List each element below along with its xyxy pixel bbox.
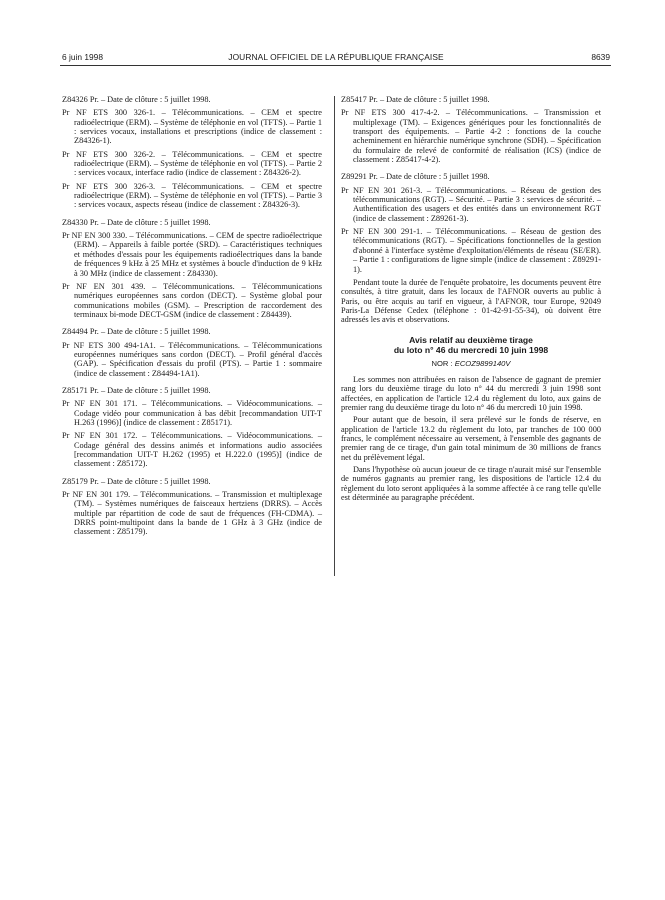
header-rule: [60, 65, 611, 66]
header-date: 6 juin 1998: [62, 52, 103, 62]
standard-entry: Pr NF ETS 300 326-3. – Télécommunications. – CEM et spectre radioélectrique (ERM). – Système de téléphonie en vol (TFTS). – Partie 3 : services vocaux, aspects réseau (indice de classement : Z84326-3).: [62, 181, 322, 210]
nor-code: ECOZ9899140V: [454, 358, 511, 368]
notice-title-line: du loto n° 46 du mercredi 10 juin 1998: [393, 344, 549, 355]
notice-title-line: Avis relatif au deuxième tirage: [409, 334, 533, 345]
standard-entry: Pr NF EN 300 291-1. – Télécommunications. – Réseau de gestion des télécommunications (RGT). – Spécifications fonctionnelles de la gestion d'abonné à l'interface système d'exploitation/éléments de réseau (SE/ER). – Partie 1 : configurations de ligne simple (indice de classement : Z89291-1).: [341, 227, 601, 274]
group-heading: Z84326 Pr. – Date de clôture : 5 juillet 1998.: [62, 95, 211, 104]
nor-reference: [341, 359, 601, 368]
notice-title: [341, 335, 601, 355]
standard-entry: Pr NF EN 301 261-3. – Télécommunications. – Réseau de gestion des télécommunications (RGT). – Sécurité. – Partie 3 : services de sécurité. – Authentification des usagers et des entités dans un environnement RGT (indice de classement : Z89261-3).: [341, 185, 601, 223]
left-column: [62, 95, 322, 541]
standard-entry: Pr NF ETS 300 326-2. – Télécommunications. – CEM et spectre radioélectrique (ERM). – Système de téléphonie en vol (TFTS). – Partie 2 : services vocaux, interface radio (indice de classement : Z84326-2).: [62, 149, 322, 178]
standard-entry: Pr NF EN 301 179. – Télécommunications. – Transmission et multiplexage (TM). – Systèmes numériques de faisceaux hertziens (DRRS). – Accès multiple par répartition de code de saut de fréquences (FH-CDMA). – DRRS point-multipoint dans la bande de 1 GHz à 3 GHz (indice de classement : Z85179).: [62, 490, 322, 537]
standard-entry: Pr NF EN 301 171. – Télécommunications. – Vidéocommunications. – Codage vidéo pour communication à bas débit [recommandation UIT-T H.263 (1996)] (indice de classement : Z85171).: [62, 399, 322, 427]
closing-paragraph: Pendant toute la durée de l'enquête probatoire, les documents peuvent être consultés, à titre gratuit, dans les locaux de l'AFNOR ouverts au public à Paris, ou être acquis au tarif en vigueur, à l'AFNOR, tour Europe, 92049 Paris-La Défense Cedex (téléphone : 01-42-91-55-34), où doivent être adressés les avis et observations.: [341, 277, 601, 325]
group-heading: Z85417 Pr. – Date de clôture : 5 juillet 1998.: [341, 95, 490, 104]
standard-entry: Pr NF ETS 300 326-1. – Télécommunications. – CEM et spectre radioélectrique (ERM). – Système de téléphonie en vol (TFTS). – Partie 1 : services vocaux, installations et prescriptions (indice de classement : Z84326-1).: [62, 108, 322, 146]
group-heading: Z85171 Pr. – Date de clôture : 5 juillet 1998.: [62, 385, 211, 395]
standard-entry: Pr NF ETS 300 494-1A1. – Télécommunications. – Télécommunications européennes numériques sans cordon (DECT). – Profil général d'accès (GAP). – Spécification d'essais du profil (PTS). – Partie 1 : sommaire (indice de classement : Z84494-1A1).: [62, 340, 322, 378]
standard-entry: Pr NF EN 300 330. – Télécommunications. – CEM de spectre radioélectrique (ERM). – Appareils à faible portée (SRD). – Caractéristiques techniques et méthodes d'essais pour les équipements radioélectriques dans la bande de fréquences 9 kHz à 25 MHz et systèmes à boucle d'induction de 9 kHz à 30 MHz (indice de classement : Z84330).: [62, 231, 322, 278]
notice-paragraph: Dans l'hypothèse où aucun joueur de ce tirage n'aurait misé sur l'ensemble de numéros gagnants au premier rang, les dispositions de l'article 12.4 du règlement du loto seront appliquées à la somme affectée à ce rang telle qu'elle est déterminée au paragraphe précédent.: [341, 465, 601, 503]
group-heading: Z84330 Pr. – Date de clôture : 5 juillet 1998.: [62, 217, 211, 227]
standard-entry: Pr NF EN 301 439. – Télécommunications. – Télécommunications numériques européennes sans cordon (DECT). – Système global pour communications mobiles (GSM). – Prescription de raccordement des terminaux bi-mode DECT-GSM (indice de classement : Z84439).: [62, 281, 322, 319]
right-column: [341, 95, 601, 505]
column-divider: [334, 96, 335, 576]
notice-paragraph: Les sommes non attribuées en raison de l'absence de gagnant de premier rang lors du deuxième tirage du loto n° 44 du mercredi 3 juin 1998 sont affectées, en application de l'article 12.4 du règlement du loto, aux gains de premier rang du deuxième tirage du loto n° 46 du mercredi 10 juin 1998.: [341, 374, 601, 412]
notice-paragraph: Pour autant que de besoin, il sera prélevé sur le fonds de réserve, en application de l'article 13.2 du règlement du loto, par tranches de 100 000 francs, le complément nécessaire au versement, à l'ensemble des gagnants de premier rang de ce tirage, d'un gain total minimum de 30 millions de francs net du prélèvement légal.: [341, 415, 601, 462]
header-page-number: 8639: [591, 52, 610, 62]
standard-entry: Pr NF ETS 300 417-4-2. – Télécommunications. – Transmission et multiplexage (TM). – Exigences génériques pour les fonctionnalités de transport des équipements. – Partie 4-2 : fonctions de la couche acheminement en hiérarchie numérique synchrone (SDH). – Spécification du formulaire de relevé de conformité de réalisation (ICS) (indice de classement : Z85417-4-2).: [341, 108, 601, 165]
group-heading: Z89291 Pr. – Date de clôture : 5 juillet 1998.: [341, 172, 490, 182]
group-heading: Z85179 Pr. – Date de clôture : 5 juillet 1998.: [62, 476, 211, 486]
standard-entry: Pr NF EN 301 172. – Télécommunications. – Vidéocommunications. – Codage général des dessins animés et informations audio associées [recommandation UIT-T H.262 (1995) et H.222.0 (1995)] (indice de classement : Z85172).: [62, 431, 322, 469]
group-heading: Z84494 Pr. – Date de clôture : 5 juillet 1998.: [62, 327, 211, 337]
nor-label: NOR :: [431, 358, 453, 368]
header-title: JOURNAL OFFICIEL DE LA RÉPUBLIQUE FRANÇAISE: [228, 52, 444, 62]
page-header: [62, 52, 610, 64]
